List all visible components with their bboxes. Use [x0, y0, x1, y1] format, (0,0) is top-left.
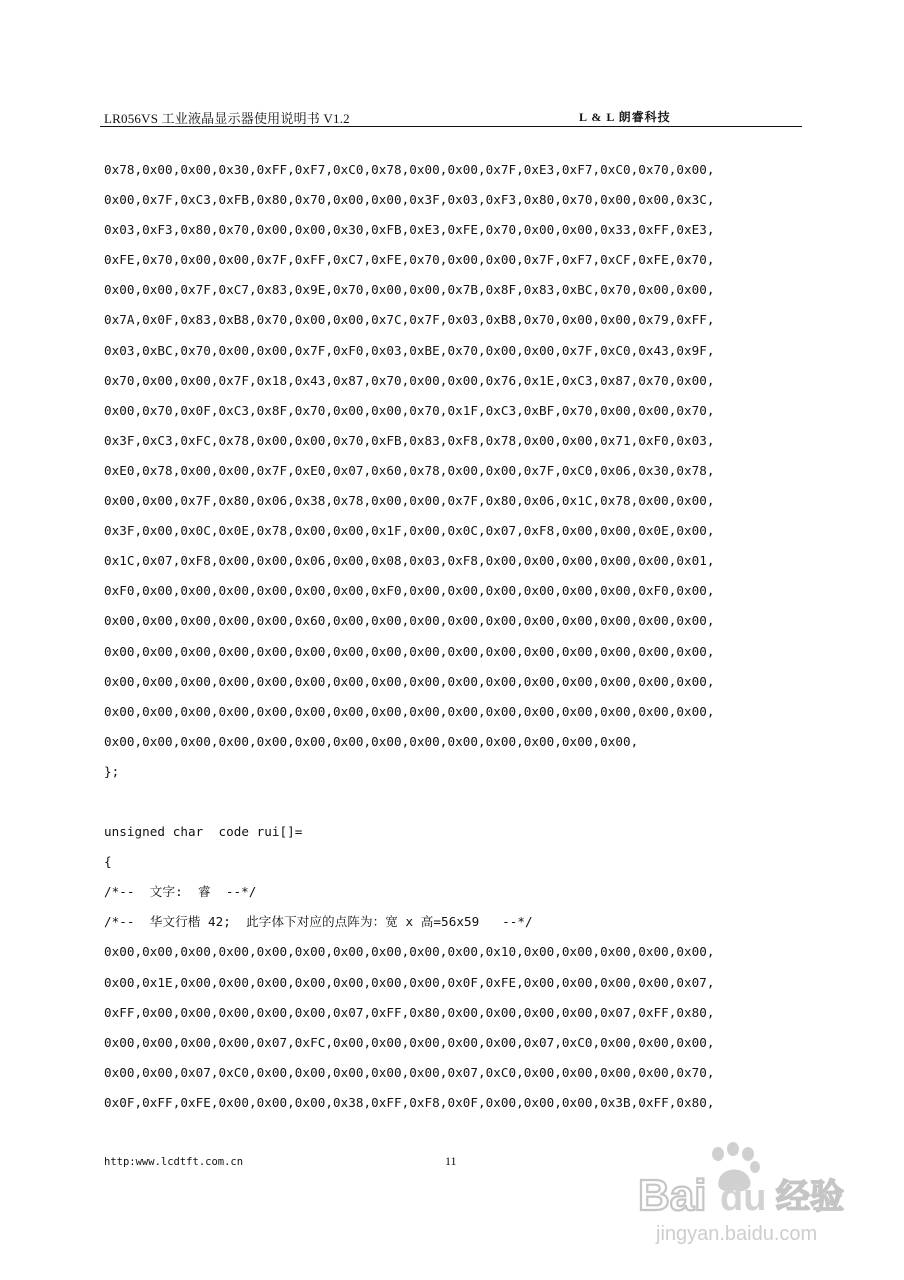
code-line: 0xFE,0x70,0x00,0x00,0x7F,0xFF,0xC7,0xFE,0x70,0x00,0x00,0x7F,0xF7,0xCF,0xFE,0x70, — [104, 252, 715, 268]
brand-jingyan: 经验 — [776, 1177, 844, 1217]
code-comment: /*-- 文字: 睿 --*/ — [104, 884, 257, 900]
company-name: L & L 朗睿科技 — [579, 110, 671, 124]
code-line: 0x00,0x00,0x7F,0xC7,0x83,0x9E,0x70,0x00,0x00,0x7B,0x8F,0x83,0xBC,0x70,0x00,0x00, — [104, 282, 715, 298]
code-line: 0xE0,0x78,0x00,0x00,0x7F,0xE0,0x07,0x60,0x78,0x00,0x00,0x7F,0xC0,0x06,0x30,0x78, — [104, 462, 715, 478]
blank-line — [104, 790, 804, 820]
code-line: 0xF0,0x00,0x00,0x00,0x00,0x00,0x00,0xF0,0x00,0x00,0x00,0x00,0x00,0x00,0xF0,0x00, — [104, 583, 715, 599]
code-line: 0x3F,0x00,0x0C,0x0E,0x78,0x00,0x00,0x1F,0x00,0x0C,0x07,0xF8,0x00,0x00,0x0E,0x00, — [104, 523, 715, 539]
footer-url: http:www.lcdtft.com.cn — [104, 1156, 244, 1168]
header-divider — [100, 126, 802, 127]
document-title: LR056VS 工业液晶显示器使用说明书 V1.2 — [104, 111, 350, 126]
code-line: 0x00,0x00,0x07,0xC0,0x00,0x00,0x00,0x00,0x00,0x07,0xC0,0x00,0x00,0x00,0x00,0x70, — [104, 1064, 715, 1080]
code-line: 0x03,0xF3,0x80,0x70,0x00,0x00,0x30,0xFB,0xE3,0xFE,0x70,0x00,0x00,0x33,0xFF,0xE3, — [104, 222, 715, 238]
code-line: 0x00,0x00,0x00,0x00,0x00,0x00,0x00,0x00,0x00,0x00,0x00,0x00,0x00,0x00,0x00,0x00, — [104, 703, 715, 719]
code-line: 0x70,0x00,0x00,0x7F,0x18,0x43,0x87,0x70,0x00,0x00,0x76,0x1E,0xC3,0x87,0x70,0x00, — [104, 372, 715, 388]
page-header — [104, 108, 802, 128]
code-line: 0x00,0x70,0x0F,0xC3,0x8F,0x70,0x00,0x00,0x70,0x1F,0xC3,0xBF,0x70,0x00,0x00,0x70, — [104, 402, 715, 418]
brand-bai: Bai — [638, 1171, 707, 1220]
code-line: 0x00,0x00,0x00,0x00,0x00,0x00,0x00,0x00,0x00,0x00,0x10,0x00,0x00,0x00,0x00,0x00, — [104, 944, 715, 960]
baidu-jingyan-watermark — [634, 1140, 864, 1250]
code-line: 0x00,0x1E,0x00,0x00,0x00,0x00,0x00,0x00,0x00,0x0F,0xFE,0x00,0x00,0x00,0x00,0x07, — [104, 974, 715, 990]
code-line: 0x00,0x00,0x00,0x00,0x00,0x00,0x00,0x00,0x00,0x00,0x00,0x00,0x00,0x00, — [104, 733, 639, 749]
code-line: 0x7A,0x0F,0x83,0xB8,0x70,0x00,0x00,0x7C,0x7F,0x03,0xB8,0x70,0x00,0x00,0x79,0xFF, — [104, 312, 715, 328]
code-line: 0x00,0x00,0x7F,0x80,0x06,0x38,0x78,0x00,0x00,0x7F,0x80,0x06,0x1C,0x78,0x00,0x00, — [104, 493, 715, 509]
code-line: unsigned char code rui[]= — [104, 824, 303, 840]
code-line: 0x00,0x00,0x00,0x00,0x00,0x00,0x00,0x00,0x00,0x00,0x00,0x00,0x00,0x00,0x00,0x00, — [104, 673, 715, 689]
code-line: 0x00,0x00,0x00,0x00,0x00,0x00,0x00,0x00,0x00,0x00,0x00,0x00,0x00,0x00,0x00,0x00, — [104, 643, 715, 659]
code-line: { — [104, 854, 112, 870]
brand-du: du — [720, 1177, 767, 1219]
code-line: 0x3F,0xC3,0xFC,0x78,0x00,0x00,0x70,0xFB,0x83,0xF8,0x78,0x00,0x00,0x71,0xF0,0x03, — [104, 432, 715, 448]
code-line: 0x1C,0x07,0xF8,0x00,0x00,0x06,0x00,0x08,0x03,0xF8,0x00,0x00,0x00,0x00,0x00,0x01, — [104, 553, 715, 569]
page-number: 11 — [445, 1154, 457, 1168]
code-listing — [104, 158, 804, 1121]
code-line: 0x00,0x00,0x00,0x00,0x00,0x60,0x00,0x00,0x00,0x00,0x00,0x00,0x00,0x00,0x00,0x00, — [104, 613, 715, 629]
code-line: 0xFF,0x00,0x00,0x00,0x00,0x00,0x07,0xFF,0x80,0x00,0x00,0x00,0x00,0x07,0xFF,0x80, — [104, 1004, 715, 1020]
watermark-url: jingyan.baidu.com — [656, 1223, 818, 1245]
code-line: 0x0F,0xFF,0xFE,0x00,0x00,0x00,0x38,0xFF,0xF8,0x0F,0x00,0x00,0x00,0x3B,0xFF,0x80, — [104, 1094, 715, 1110]
code-line: 0x78,0x00,0x00,0x30,0xFF,0xF7,0xC0,0x78,0x00,0x00,0x7F,0xE3,0xF7,0xC0,0x70,0x00, — [104, 162, 715, 177]
code-line: 0x03,0xBC,0x70,0x00,0x00,0x7F,0xF0,0x03,0xBE,0x70,0x00,0x00,0x7F,0xC0,0x43,0x9F, — [104, 342, 715, 358]
code-comment: /*-- 华文行楷 42; 此字体下对应的点阵为：宽 x 高=56x59 --*/ — [104, 914, 533, 930]
code-line: 0x00,0x7F,0xC3,0xFB,0x80,0x70,0x00,0x00,0x3F,0x03,0xF3,0x80,0x70,0x00,0x00,0x3C, — [104, 192, 715, 208]
code-line: }; — [104, 763, 120, 779]
code-line: 0x00,0x00,0x00,0x00,0x07,0xFC,0x00,0x00,0x00,0x00,0x00,0x07,0xC0,0x00,0x00,0x00, — [104, 1034, 715, 1050]
